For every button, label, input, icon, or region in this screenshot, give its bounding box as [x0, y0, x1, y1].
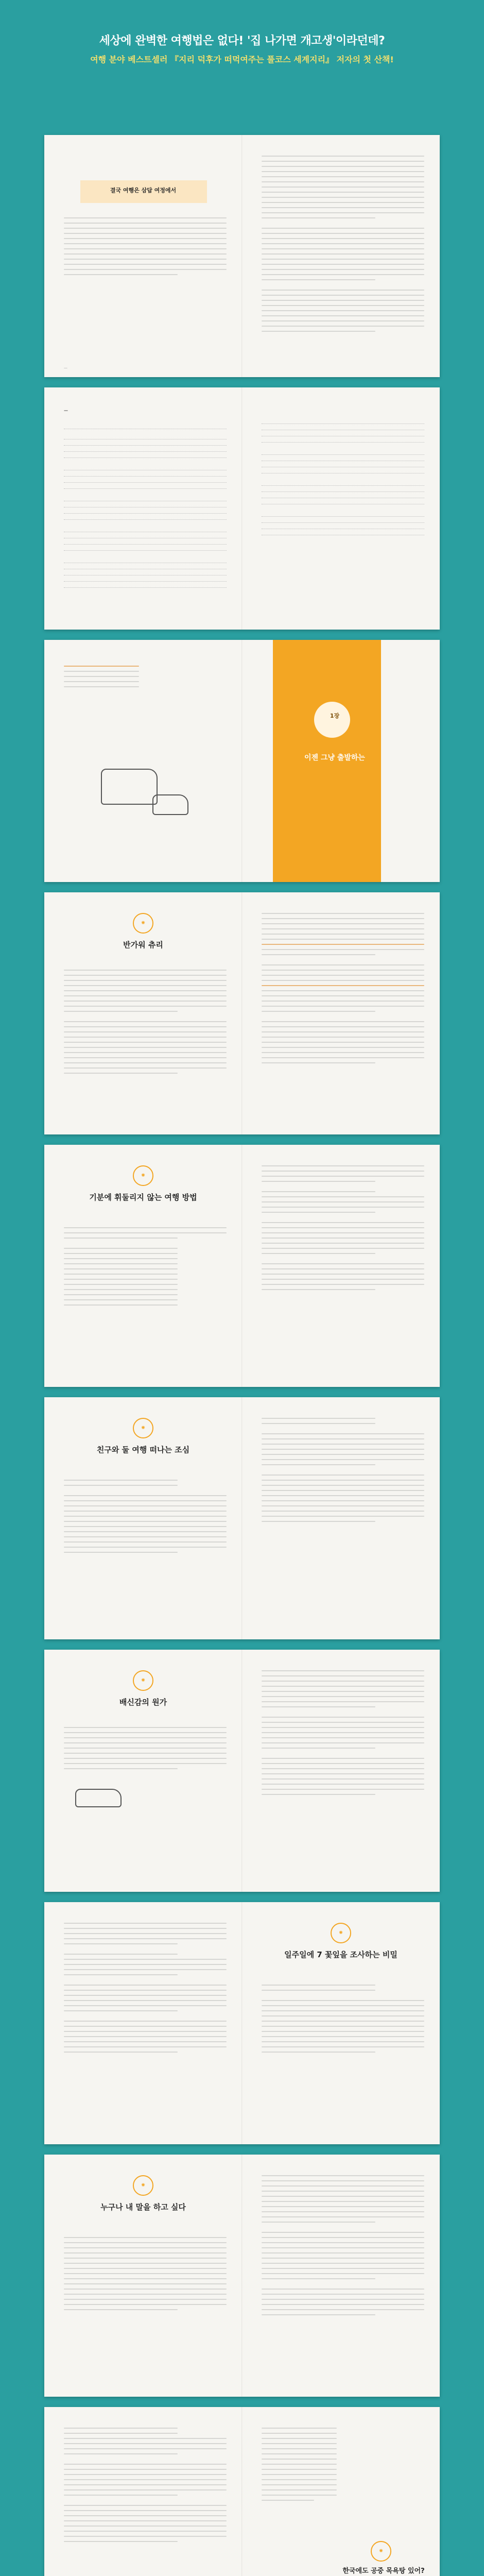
- right-page: [242, 640, 440, 882]
- book-spread-5: [44, 1145, 440, 1387]
- section-title: 친구와 둘 여행 떠나는 조심: [96, 1445, 190, 1454]
- book-spread-9: [44, 2155, 440, 2397]
- left-page: [44, 2155, 242, 2397]
- left-page: [44, 2407, 242, 2576]
- book-spread-4: [44, 892, 440, 1134]
- book-spread-10: [44, 2407, 440, 2576]
- toc-left-page: [44, 387, 242, 630]
- body-text: [64, 1480, 227, 1557]
- sushi-illustration: [75, 1789, 122, 1807]
- chapter-title: 이젠 그냥 출발하는: [304, 754, 365, 762]
- body-text: [64, 2237, 227, 2314]
- section-title: 결국 여행은 삼답 여정에서: [110, 187, 177, 194]
- chapter-toc: [64, 666, 139, 691]
- body-text: [64, 2428, 227, 2546]
- body-text: [262, 913, 424, 1067]
- section-badge: ✺: [331, 1923, 351, 1943]
- book-spread-8: [44, 1902, 440, 2144]
- section-badge: ✺: [133, 1418, 153, 1438]
- right-page: [242, 1902, 440, 2144]
- section-title: 누구나 내 말을 하고 싶다: [100, 2202, 186, 2212]
- character-illustration: [101, 769, 158, 805]
- body-text: [262, 2428, 337, 2505]
- section-badge: ✺: [371, 2541, 391, 2562]
- left-page: [44, 640, 242, 882]
- right-page: [242, 892, 440, 1134]
- right-page: [242, 2155, 440, 2397]
- promo-header: [0, 0, 484, 129]
- section-badge: ✺: [133, 1165, 153, 1186]
- book-spread-6: [44, 1397, 440, 1639]
- section-title: 반가워 츄리: [123, 940, 163, 950]
- chapter-label: 1장: [330, 713, 340, 719]
- body-text: [262, 1985, 424, 2057]
- book-spread-3-chapter-opener: [44, 640, 440, 882]
- body-text: [64, 1727, 227, 1773]
- book-spread-7: [44, 1650, 440, 1892]
- body-text: [262, 1418, 424, 1526]
- section-title: 일주일에 7 꽃잎을 조사하는 비밀: [284, 1950, 397, 1959]
- body-text: [64, 1923, 227, 2057]
- right-page: [242, 1145, 440, 1387]
- section-title: 한국에도 공중 목욕탕 있어?: [342, 2567, 425, 2575]
- body-text: [64, 970, 227, 1078]
- promo-headline: 세상에 완벽한 여행법은 없다! '집 나가면 개고생'이라던데?: [99, 35, 385, 47]
- body-text: [262, 1165, 424, 1294]
- section-badge: ✺: [133, 2175, 153, 2196]
- body-text: [262, 156, 424, 336]
- left-page: [44, 1902, 242, 2144]
- toc-heading: —: [64, 408, 68, 413]
- right-page: [242, 1650, 440, 1892]
- right-page: [242, 1397, 440, 1639]
- right-page: [242, 135, 440, 377]
- section-title: 기분에 휘둘리지 않는 여행 방법: [89, 1193, 197, 1202]
- left-page: [44, 135, 242, 377]
- bus-illustration: [152, 794, 188, 815]
- left-page: [44, 1145, 242, 1387]
- section-badge: ✺: [133, 913, 153, 934]
- section-badge: ✺: [133, 1670, 153, 1691]
- left-page: [44, 1650, 242, 1892]
- section-title: 배신감의 원가: [119, 1698, 167, 1707]
- left-page: [44, 892, 242, 1134]
- book-spread-1: [44, 135, 440, 377]
- body-text: [64, 1227, 227, 1310]
- toc-right-page: [242, 387, 440, 630]
- page-footer: —: [64, 366, 67, 370]
- left-page: [44, 1397, 242, 1639]
- body-text: [262, 1670, 424, 1799]
- body-text: [262, 2175, 424, 2319]
- promo-subline: 여행 분야 베스트셀러 『지리 덕후가 떠먹여주는 풀코스 세계지리』 저자의 첫 산책!: [90, 55, 394, 64]
- body-text: [64, 217, 227, 279]
- right-page: [242, 2407, 440, 2576]
- book-spread-2-toc: [44, 387, 440, 630]
